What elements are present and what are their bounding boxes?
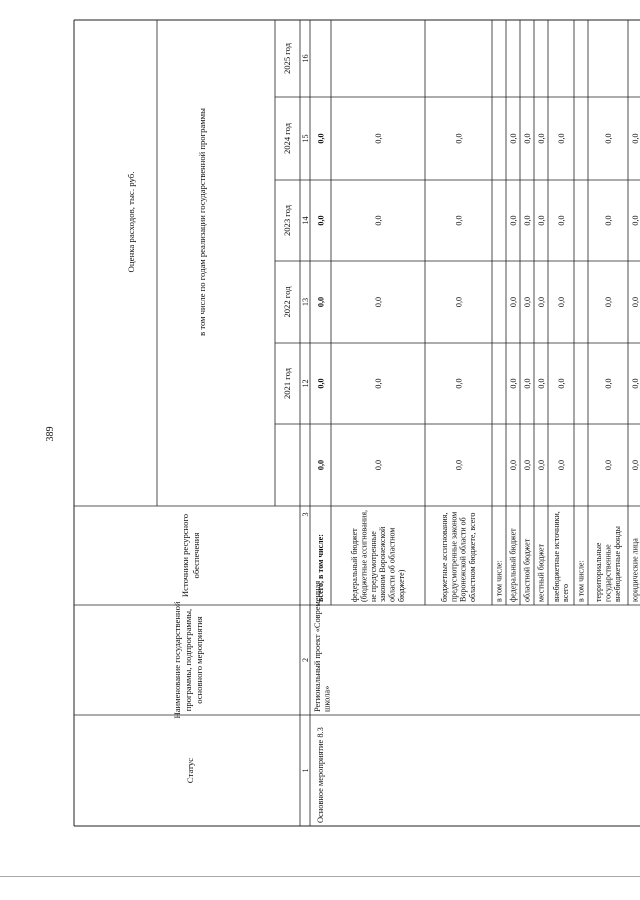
value-cell: 0,0 <box>557 378 567 389</box>
source-label: (бюджетные ассигнования, <box>359 509 369 602</box>
header-year: 2021 год <box>282 367 292 400</box>
column-number: 15 <box>301 134 310 143</box>
row-name: Региональный проект «Современная <box>313 580 322 712</box>
value-cell: 0,0 <box>509 459 519 471</box>
value-cell: 0,0 <box>604 133 614 144</box>
source-label: территориальные <box>594 542 604 602</box>
column-number: 2 <box>301 657 310 663</box>
source-label: Воронежской области об <box>458 517 468 602</box>
value-cell: 0,0 <box>316 133 326 144</box>
header-source: обеспечения <box>191 532 201 579</box>
value-cell: 0,0 <box>454 378 464 389</box>
value-cell: 0,0 <box>454 133 464 144</box>
value-cell: 0,0 <box>604 296 614 308</box>
row-status: Основное мероприятие 8.3 <box>316 727 325 823</box>
value-cell: 0,0 <box>537 296 547 308</box>
value-cell: 0,0 <box>604 215 614 226</box>
source-label: юридические лица <box>630 538 640 602</box>
value-cell: 0,0 <box>523 215 533 226</box>
page-number: 389 <box>45 426 56 442</box>
value-cell: 0,0 <box>631 133 640 144</box>
header-year: 2025 год <box>282 42 292 75</box>
source-label: законом Воронежской <box>378 526 388 602</box>
source-label: области об областном <box>387 527 397 602</box>
source-label: предусмотренные законом <box>449 511 459 602</box>
value-cell: 0,0 <box>604 378 614 389</box>
column-number: 14 <box>301 216 310 225</box>
column-number: 3 <box>301 512 310 517</box>
scan-edge-line <box>0 876 640 877</box>
header-name: Наименование государственной <box>172 601 182 719</box>
header-year: 2022 год <box>282 286 292 318</box>
value-cell: 0,0 <box>454 296 464 308</box>
value-cell: 0,0 <box>557 215 567 226</box>
header-year: 2024 год <box>282 122 292 155</box>
source-label: не предусмотренные <box>368 531 378 602</box>
header-source: Источники ресурсного <box>180 513 190 598</box>
header-year: 2023 год <box>282 204 292 237</box>
value-cell: 0,0 <box>631 459 640 471</box>
value-cell: 0,0 <box>374 378 384 389</box>
value-cell: 0,0 <box>537 133 547 144</box>
value-cell: 0,0 <box>557 296 567 308</box>
source-label: всего <box>561 583 571 602</box>
value-cell: 0,0 <box>374 296 384 308</box>
value-cell: 0,0 <box>509 378 519 389</box>
source-label: местный бюджет <box>536 544 546 602</box>
value-cell: 0,0 <box>523 296 533 308</box>
value-cell: 0,0 <box>631 215 640 226</box>
value-cell: 0,0 <box>631 378 640 389</box>
value-cell: 0,0 <box>374 133 384 144</box>
value-cell: 0,0 <box>631 296 640 308</box>
value-cell: 0,0 <box>374 215 384 226</box>
value-cell: 0,0 <box>316 215 326 226</box>
source-label: внебюджетные фонды <box>612 526 622 602</box>
value-cell: 0,0 <box>557 459 567 471</box>
value-cell: 0,0 <box>537 378 547 389</box>
value-cell: 0,0 <box>537 459 547 471</box>
row-name: школа» <box>322 685 332 712</box>
value-cell: 0,0 <box>454 215 464 226</box>
source-label: федеральный бюджет <box>508 528 518 602</box>
header-by-years: в том числе по годам реализации государственной программы <box>197 108 207 336</box>
value-cell: 0,0 <box>604 459 614 471</box>
header-name: программы, подпрограммы, <box>183 608 193 712</box>
source-label: бюджете) <box>397 569 406 602</box>
value-cell: 0,0 <box>316 296 326 308</box>
value-cell: 0,0 <box>523 378 533 389</box>
value-cell: 0,0 <box>509 133 519 144</box>
source-label: областном бюджете, всего <box>468 512 478 602</box>
header-status: Статус <box>185 757 195 784</box>
source-label: в том числе: <box>494 560 504 602</box>
header-name: основного мероприятия <box>194 616 204 704</box>
value-cell: 0,0 <box>316 459 326 471</box>
value-cell: 0,0 <box>557 133 567 144</box>
value-cell: 0,0 <box>537 215 547 226</box>
source-label: государственные <box>603 544 613 602</box>
column-number: 12 <box>301 379 310 388</box>
source-label: в том числе: <box>576 560 586 602</box>
column-number: 1 <box>301 768 310 773</box>
value-cell: 0,0 <box>454 459 464 471</box>
value-cell: 0,0 <box>523 133 533 144</box>
value-cell: 0,0 <box>316 378 326 389</box>
source-label: федеральный бюджет <box>350 528 359 602</box>
source-label: внебюджетные источники, <box>551 511 561 602</box>
value-cell: 0,0 <box>523 459 533 471</box>
value-cell: 0,0 <box>374 459 384 471</box>
header-estimate: Оценка расходов, тыс. руб. <box>126 171 136 273</box>
value-cell: 0,0 <box>509 215 519 226</box>
source-label: бюджетные ассигнования, <box>439 512 449 602</box>
source-label: областной бюджет <box>522 538 532 602</box>
source-label: всего, в том числе: <box>316 534 325 602</box>
column-number: 13 <box>301 297 310 307</box>
column-number: 16 <box>301 54 310 63</box>
value-cell: 0,0 <box>509 296 519 308</box>
